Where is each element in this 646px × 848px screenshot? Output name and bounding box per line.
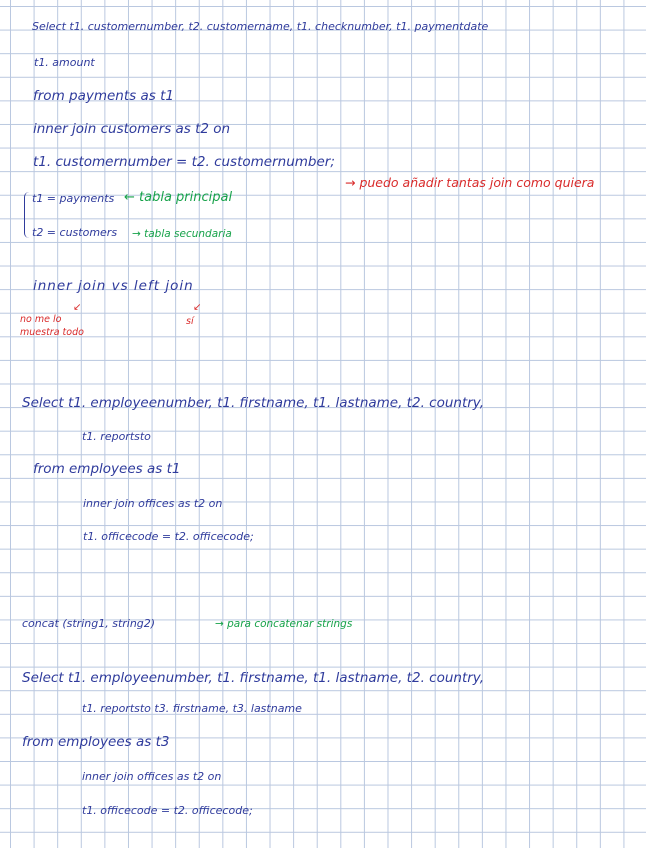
join-compare-title: inner join vs left join	[33, 278, 194, 294]
query1-line4: inner join customers as t2 on	[33, 121, 231, 137]
note-main-table: ← tabla principal	[124, 190, 233, 205]
concat-note: → para concatenar strings	[215, 618, 353, 630]
query2-line4: inner join offices as t2 on	[83, 497, 223, 510]
side-note-joins: → puedo añadir tantas join como quiera	[345, 175, 595, 190]
arrow-down-left-icon: ↙	[193, 302, 202, 313]
alias-t1: t1 = payments	[32, 192, 115, 205]
query1-line3: from payments as t1	[33, 88, 174, 104]
query2-line1: Select t1. employeenumber, t1. firstname, t1. lastname, t2. country,	[22, 395, 485, 411]
left-join-note: sí	[186, 316, 194, 327]
query3-line3: from employees as t3	[22, 734, 170, 750]
inner-join-note: no me lo muestra todo	[20, 314, 84, 338]
query3-line1: Select t1. employeenumber, t1. firstname, t1. lastname, t2. country,	[22, 670, 485, 686]
arrow-down-left-icon: ↙	[73, 302, 82, 313]
query1-line2: t1. amount	[34, 56, 95, 69]
alias-t2: t2 = customers	[32, 226, 118, 239]
query3-line4: inner join offices as t2 on	[82, 770, 222, 783]
bracket-line	[24, 192, 29, 238]
query2-line2: t1. reportsto	[82, 430, 151, 443]
query2-line3: from employees as t1	[33, 461, 181, 477]
concat-code: concat (string1, string2)	[22, 617, 156, 630]
query3-line5: t1. officecode = t2. officecode;	[82, 804, 253, 817]
query3-line2: t1. reportsto t3. firstname, t3. lastname	[82, 702, 302, 715]
query2-line5: t1. officecode = t2. officecode;	[83, 530, 254, 543]
query1-line1: Select t1. customernumber, t2. customername, t1. checknumber, t1. paymentdate	[32, 20, 489, 33]
query1-line5: t1. customernumber = t2. customernumber;	[33, 154, 335, 170]
note-secondary-table: → tabla secundaria	[132, 228, 232, 240]
